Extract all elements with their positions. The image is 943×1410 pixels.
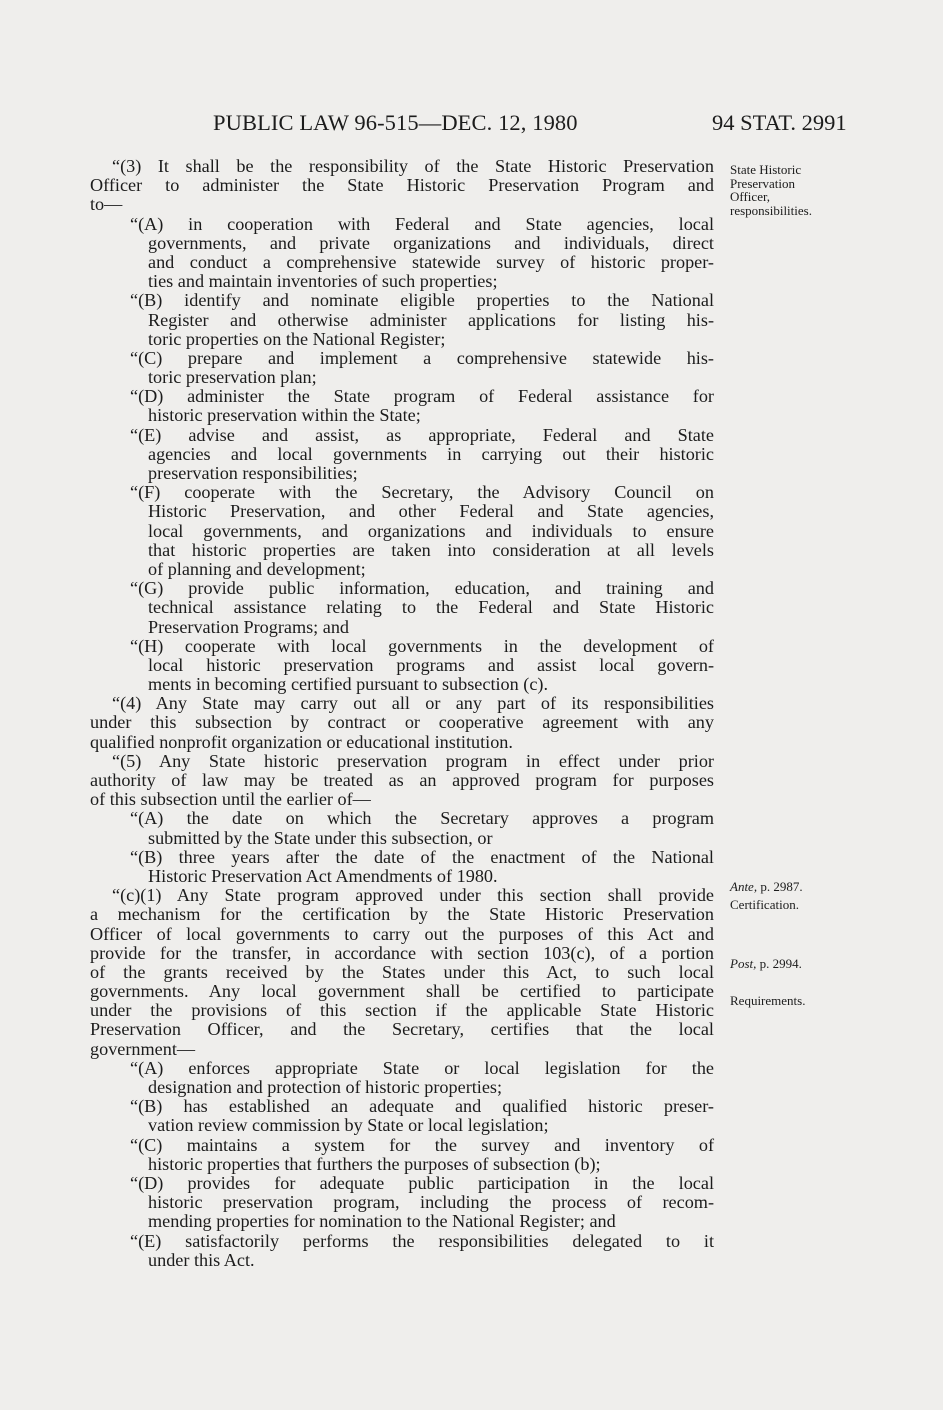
- margin-note-ante-italic: Ante,: [730, 879, 758, 894]
- text-line: Preservation Officer, and the Secretary, certifies that the local: [90, 1019, 714, 1040]
- margin-note-post-italic: Post,: [730, 956, 757, 971]
- text-line: toric properties on the National Register;: [148, 328, 446, 349]
- margin-note-line: responsibilities.: [730, 202, 812, 218]
- text-line: “(E) satisfactorily performs the responsibilities delegated to it: [130, 1230, 714, 1251]
- margin-note-line: Preservation: [730, 175, 795, 191]
- text-line: authority of law may be treated as an approved program for purposes: [90, 770, 714, 790]
- text-line: ties and maintain inventories of such properties;: [148, 271, 498, 292]
- text-line: “(B) three years after the date of the enactment of the National: [130, 846, 714, 867]
- text-line: “(E) advise and assist, as appropriate, Federal and State: [130, 424, 714, 445]
- text-line: Historic Preservation, and other Federal and State agencies,: [148, 501, 714, 522]
- text-line: “(C) maintains a system for the survey and inventory of: [130, 1134, 714, 1155]
- running-header-title: PUBLIC LAW 96-515—DEC. 12, 1980: [213, 110, 578, 135]
- text-line: Historic Preservation Act Amendments of 1980.: [148, 865, 498, 886]
- margin-note-requirements: Requirements.: [730, 993, 806, 1008]
- text-line: mending properties for nomination to the National Register; and: [148, 1211, 616, 1232]
- margin-note-certification: Certification.: [730, 897, 799, 912]
- text-line: Officer to administer the State Historic Preservation Program and: [90, 175, 714, 196]
- text-line: under the provisions of this section if the applicable State Historic: [90, 1000, 714, 1021]
- text-line: Officer of local governments to carry out the purposes of this Act and: [90, 923, 714, 944]
- text-line: technical assistance relating to the Federal and State Historic: [148, 597, 714, 618]
- text-line: local governments, and organizations and individuals to ensure: [148, 520, 714, 541]
- margin-note-post-citation: [730, 957, 802, 971]
- text-line: governments, and private organizations and individuals, direct: [148, 232, 714, 253]
- text-line: “(B) has established an adequate and qualified historic preser-: [130, 1096, 714, 1117]
- text-line: government—: [90, 1038, 196, 1059]
- text-line: Preservation Programs; and: [148, 616, 350, 637]
- text-line: local historic preservation programs and assist local govern-: [148, 654, 714, 675]
- text-line: “(5) Any State historic preservation program in effect under prior: [112, 750, 714, 771]
- text-line: vation review commission by State or local legislation;: [148, 1115, 549, 1136]
- margin-note-line: State Historic: [730, 162, 802, 177]
- margin-note-post-page: p. 2994.: [756, 956, 802, 971]
- text-line: of planning and development;: [148, 558, 366, 579]
- text-line: “(B) identify and nominate eligible properties to the National: [130, 290, 714, 311]
- text-line: historic properties that furthers the purposes of subsection (b);: [148, 1153, 601, 1174]
- text-line: agencies and local governments in carrying out their historic: [148, 443, 714, 464]
- text-line: qualified nonprofit organization or educational institution.: [90, 731, 513, 752]
- text-line: historic preservation within the State;: [148, 405, 421, 426]
- text-line: to—: [90, 194, 123, 215]
- text-line: “(4) Any State may carry out all or any part of its responsibilities: [112, 693, 714, 714]
- text-line: ments in becoming certified pursuant to subsection (c).: [148, 674, 549, 695]
- text-line: that historic properties are taken into consideration at all levels: [148, 539, 714, 560]
- text-line: under this subsection by contract or cooperative agreement with any: [90, 712, 714, 733]
- text-line: a mechanism for the certification by the State Historic Preservation: [90, 904, 714, 925]
- text-line: under this Act.: [148, 1249, 255, 1270]
- text-line: “(D) administer the State program of Federal assistance for: [130, 386, 714, 407]
- text-line: provide for the transfer, in accordance with section 103(c), of a portion: [90, 942, 714, 963]
- text-line: of this subsection until the earlier of—: [90, 789, 371, 810]
- text-line: “(H) cooperate with local governments in the development of: [130, 635, 714, 656]
- text-line: historic preservation program, including the process of recom-: [148, 1192, 714, 1213]
- text-line: “(A) the date on which the Secretary approves a program: [130, 808, 714, 829]
- text-line: “(F) cooperate with the Secretary, the Advisory Council on: [130, 482, 714, 503]
- text-line: “(C) prepare and implement a comprehensive statewide his-: [130, 347, 714, 368]
- text-line: Register and otherwise administer applications for listing his-: [148, 309, 714, 330]
- text-line: preservation responsibilities;: [148, 463, 358, 483]
- text-line: of the grants received by the States under this Act, to such local: [90, 961, 714, 982]
- text-line: governments. Any local government shall be certified to participate: [90, 981, 714, 1002]
- page-citation: 94 STAT. 2991: [712, 110, 847, 135]
- margin-note-shpo-responsibilities: [730, 163, 812, 217]
- text-line: “(A) in cooperation with Federal and State agencies, local: [130, 213, 714, 234]
- margin-note-ante-page: p. 2987.: [757, 879, 803, 894]
- margin-note-line: Officer,: [730, 189, 771, 204]
- text-line: “(G) provide public information, education, and training and: [130, 578, 714, 599]
- text-line: submitted by the State under this subsection, or: [148, 827, 493, 848]
- text-line: and conduct a comprehensive statewide survey of historic proper-: [148, 251, 714, 272]
- text-line: toric preservation plan;: [148, 367, 317, 388]
- margin-note-ante-citation: [730, 880, 803, 894]
- text-line: “(A) enforces appropriate State or local legislation for the: [130, 1057, 714, 1078]
- text-line: “(D) provides for adequate public participation in the local: [130, 1172, 714, 1193]
- text-line: “(c)(1) Any State program approved under this section shall provide: [112, 885, 714, 906]
- text-line: designation and protection of historic properties;: [148, 1077, 503, 1097]
- text-line: “(3) It shall be the responsibility of the State Historic Preservation: [112, 156, 714, 176]
- statute-body-text: [90, 157, 714, 1270]
